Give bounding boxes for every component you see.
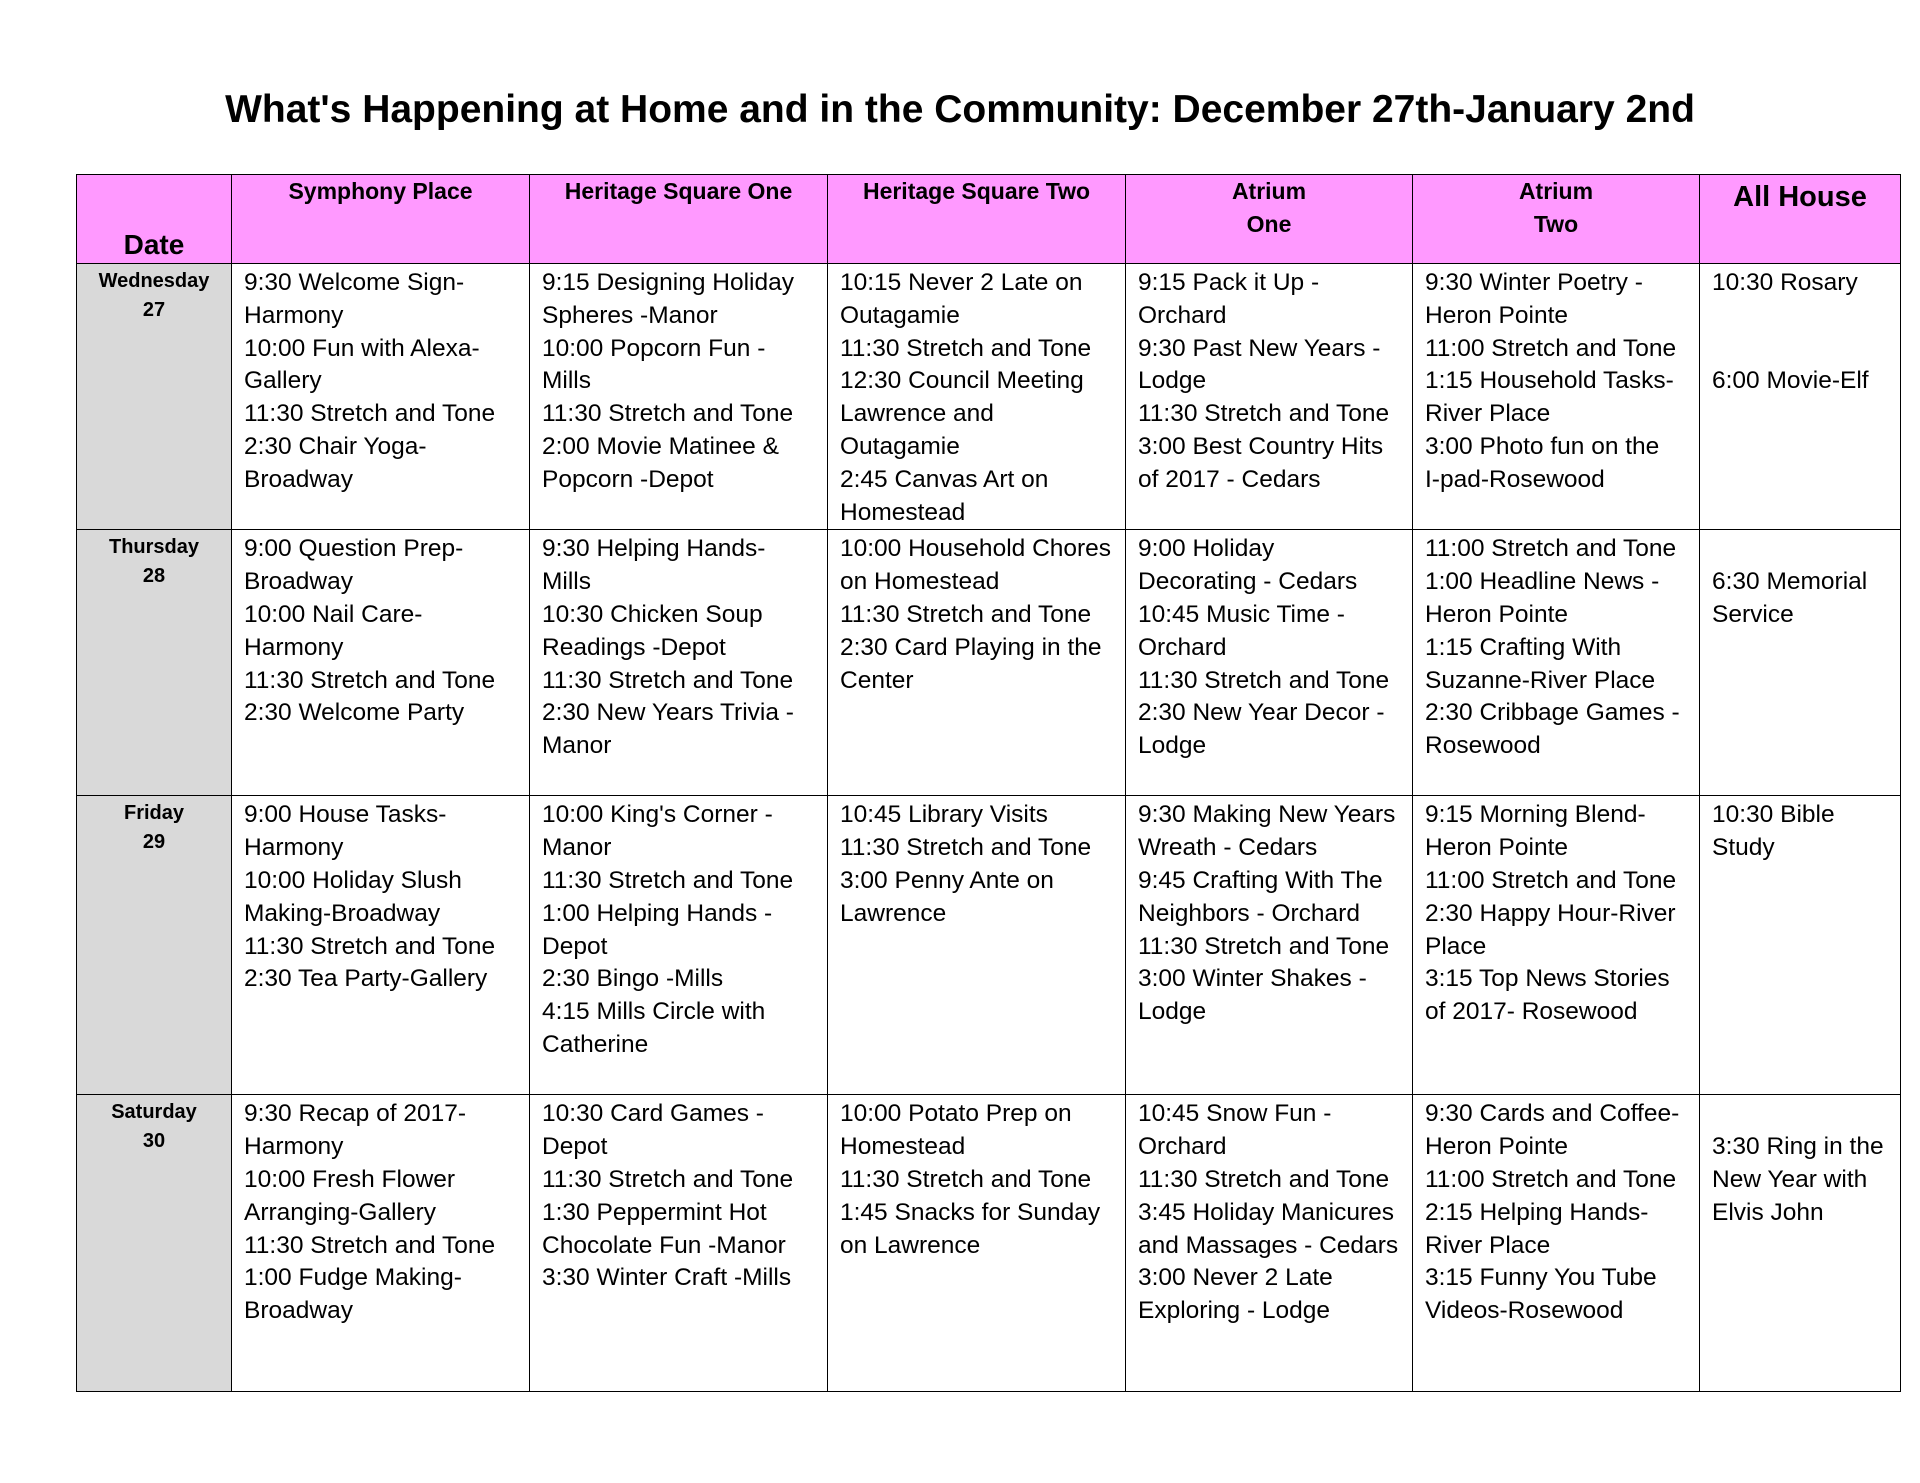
activities-all-house: 6:30 Memorial Service bbox=[1700, 530, 1901, 796]
header-heritage-square-one: Heritage Square One bbox=[530, 175, 828, 264]
table-row bbox=[77, 264, 1901, 530]
header-date: Date bbox=[77, 175, 232, 264]
day-name: Friday bbox=[123, 802, 185, 825]
header-all-house: All House bbox=[1700, 175, 1901, 264]
day-name: Saturday bbox=[111, 1101, 197, 1124]
activities-atrium-two: 9:30 Winter Poetry - Heron Pointe 11:00 Stretch and Tone 1:15 Household Tasks- River Place 3:00 Photo fun on the I-pad-Rosewood bbox=[1413, 264, 1700, 530]
activities-all-house: 3:30 Ring in the New Year with Elvis John bbox=[1700, 1095, 1901, 1392]
activities-heritage-square-two: 10:45 Library Visits 11:30 Stretch and Tone 3:00 Penny Ante on Lawrence bbox=[828, 796, 1126, 1095]
activities-heritage-square-one: 9:30 Helping Hands- Mills 10:30 Chicken Soup Readings -Depot 11:30 Stretch and Tone 2:30 New Years Trivia - Manor bbox=[530, 530, 828, 796]
activities-atrium-one: 9:30 Making New Years Wreath - Cedars 9:45 Crafting With The Neighbors - Orchard 11:30 Stretch and Tone 3:00 Winter Shakes - Lodge bbox=[1126, 796, 1413, 1095]
date-cell bbox=[77, 796, 232, 1095]
day-name: Wednesday bbox=[98, 270, 210, 292]
header-heritage-square-two: Heritage Square Two bbox=[828, 175, 1126, 264]
activities-heritage-square-two: 10:15 Never 2 Late on Outagamie 11:30 Stretch and Tone 12:30 Council Meeting Lawrence and Outagamie 2:45 Canvas Art on Homestead bbox=[828, 264, 1126, 530]
activities-atrium-two: 9:15 Morning Blend- Heron Pointe 11:00 Stretch and Tone 2:30 Happy Hour-River Place 3:15 Top News Stories of 2017- Rosewood bbox=[1413, 796, 1700, 1095]
activities-heritage-square-two: 10:00 Household Chores on Homestead 11:30 Stretch and Tone 2:30 Card Playing in the Center bbox=[828, 530, 1126, 796]
activities-heritage-square-one: 9:15 Designing Holiday Spheres -Manor 10:00 Popcorn Fun - Mills 11:30 Stretch and Tone 2:00 Movie Matinee & Popcorn -Depot bbox=[530, 264, 828, 530]
page-title: What's Happening at Home and in the Community: December 27th-January 2nd bbox=[225, 88, 1695, 131]
activities-atrium-one: 9:15 Pack it Up - Orchard 9:30 Past New Years - Lodge 11:30 Stretch and Tone 3:00 Best Country Hits of 2017 - Cedars bbox=[1126, 264, 1413, 530]
schedule-table bbox=[76, 174, 1901, 1392]
table-row bbox=[77, 1095, 1901, 1392]
activities-atrium-one: 10:45 Snow Fun - Orchard 11:30 Stretch and Tone 3:45 Holiday Manicures and Massages - Cedars 3:00 Never 2 Late Exploring - Lodge bbox=[1126, 1095, 1413, 1392]
header-atrium-one: Atrium One bbox=[1126, 175, 1413, 264]
day-name: Thursday bbox=[108, 536, 200, 559]
activities-symphony-place: 9:00 Question Prep- Broadway 10:00 Nail Care- Harmony 11:30 Stretch and Tone 2:30 Welcome Party bbox=[232, 530, 530, 796]
day-number: 29 bbox=[142, 831, 166, 854]
activities-all-house: 10:30 Bible Study bbox=[1700, 796, 1901, 1095]
date-cell bbox=[77, 264, 232, 530]
day-number: 30 bbox=[142, 1130, 166, 1153]
activities-all-house: 10:30 Rosary 6:00 Movie-Elf bbox=[1700, 264, 1901, 530]
header-symphony-place: Symphony Place bbox=[232, 175, 530, 264]
activities-heritage-square-one: 10:00 King's Corner - Manor 11:30 Stretch and Tone 1:00 Helping Hands - Depot 2:30 Bingo -Mills 4:15 Mills Circle with Catherine bbox=[530, 796, 828, 1095]
date-cell bbox=[77, 530, 232, 796]
date-cell bbox=[77, 1095, 232, 1392]
table-row bbox=[77, 530, 1901, 796]
activities-atrium-two: 9:30 Cards and Coffee- Heron Pointe 11:00 Stretch and Tone 2:15 Helping Hands- River Place 3:15 Funny You Tube Videos-Rosewood bbox=[1413, 1095, 1700, 1392]
activities-atrium-one: 9:00 Holiday Decorating - Cedars 10:45 Music Time - Orchard 11:30 Stretch and Tone 2:30 New Year Decor - Lodge bbox=[1126, 530, 1413, 796]
header-atrium-two: Atrium Two bbox=[1413, 175, 1700, 264]
table-row bbox=[77, 796, 1901, 1095]
activities-atrium-two: 11:00 Stretch and Tone 1:00 Headline News - Heron Pointe 1:15 Crafting With Suzanne-River Place 2:30 Cribbage Games - Rosewood bbox=[1413, 530, 1700, 796]
activities-heritage-square-one: 10:30 Card Games - Depot 11:30 Stretch and Tone 1:30 Peppermint Hot Chocolate Fun -Manor 3:30 Winter Craft -Mills bbox=[530, 1095, 828, 1392]
header-row bbox=[77, 175, 1901, 264]
activities-heritage-square-two: 10:00 Potato Prep on Homestead 11:30 Stretch and Tone 1:45 Snacks for Sunday on Lawrence bbox=[828, 1095, 1126, 1392]
activities-symphony-place: 9:30 Welcome Sign- Harmony 10:00 Fun with Alexa- Gallery 11:30 Stretch and Tone 2:30 Chair Yoga- Broadway bbox=[232, 264, 530, 530]
day-number: 27 bbox=[142, 299, 166, 321]
day-number: 28 bbox=[142, 565, 166, 588]
activities-symphony-place: 9:30 Recap of 2017- Harmony 10:00 Fresh Flower Arranging-Gallery 11:30 Stretch and Tone 1:00 Fudge Making- Broadway bbox=[232, 1095, 530, 1392]
activities-symphony-place: 9:00 House Tasks- Harmony 10:00 Holiday Slush Making-Broadway 11:30 Stretch and Tone 2:30 Tea Party-Gallery bbox=[232, 796, 530, 1095]
